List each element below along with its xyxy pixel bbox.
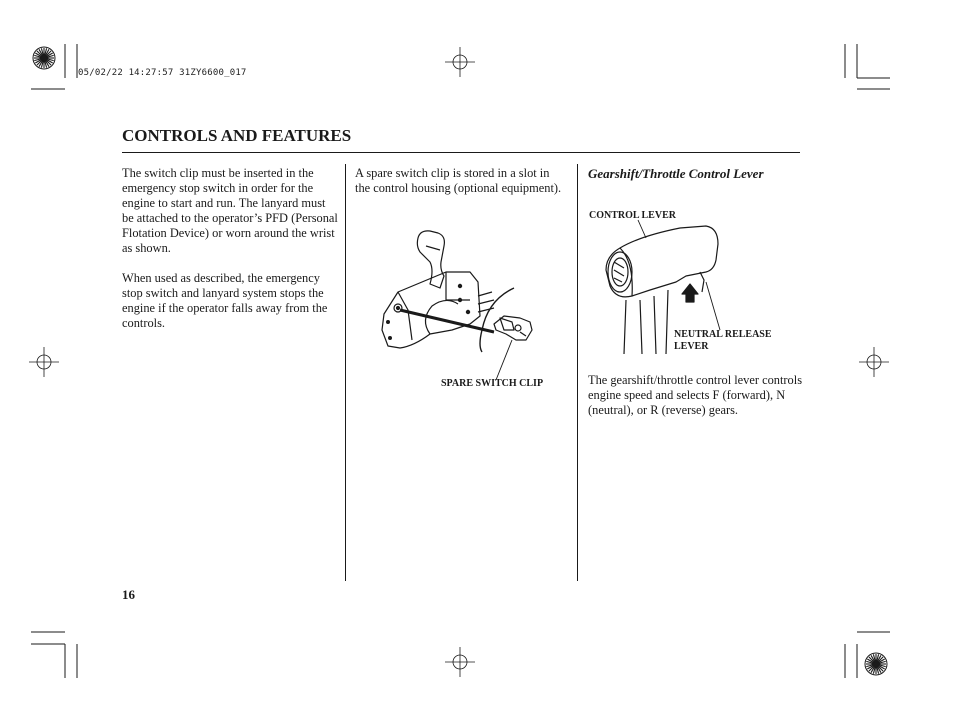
middle-paragraph: A spare switch clip is stored in a slot in the control housing (optional equipment). (355, 166, 562, 195)
registration-target-icon (865, 653, 887, 675)
neutral-release-label-line-1: NEUTRAL RELEASE (674, 329, 772, 340)
left-paragraph-1: The switch clip must be inserted in the emergency stop switch in order for the engine to start and run. The lanyard must be attached to the operator’s PFD (Personal Flotation Device) or worn around the wrist as shown. (122, 166, 338, 255)
right-column-text (588, 373, 802, 418)
neutral-release-label-line-2: LEVER (674, 341, 709, 352)
neutral-release-lever-label (674, 329, 772, 353)
left-paragraph-2: When used as described, the emergency stop switch and lanyard system stops the engine if the operator falls away from the controls. (122, 271, 328, 330)
right-paragraph: The gearshift/throttle control lever controls engine speed and selects F (forward), N (neutral), or R (reverse) gears. (588, 373, 803, 417)
left-column (122, 166, 340, 331)
title-rule (122, 152, 800, 153)
spare-switch-clip-illustration (494, 316, 532, 380)
control-lever-label: CONTROL LEVER (589, 210, 676, 221)
spare-switch-clip-label: SPARE SWITCH CLIP (441, 378, 544, 389)
crosshair-icon (445, 647, 475, 677)
column-divider-2 (577, 164, 578, 581)
middle-column (355, 166, 567, 196)
registration-target-icon (33, 47, 55, 69)
crosshair-icon (859, 347, 889, 377)
print-stamp: 05/02/22 14:27:57 31ZY6600_017 (78, 68, 247, 78)
crosshair-icon (445, 47, 475, 77)
crosshair-icon (29, 347, 59, 377)
gearshift-heading: Gearshift/Throttle Control Lever (588, 166, 764, 181)
control-box-illustration (382, 231, 514, 352)
section-title: CONTROLS AND FEATURES (122, 126, 352, 145)
page-number: 16 (122, 587, 135, 602)
column-divider-1 (345, 164, 346, 581)
